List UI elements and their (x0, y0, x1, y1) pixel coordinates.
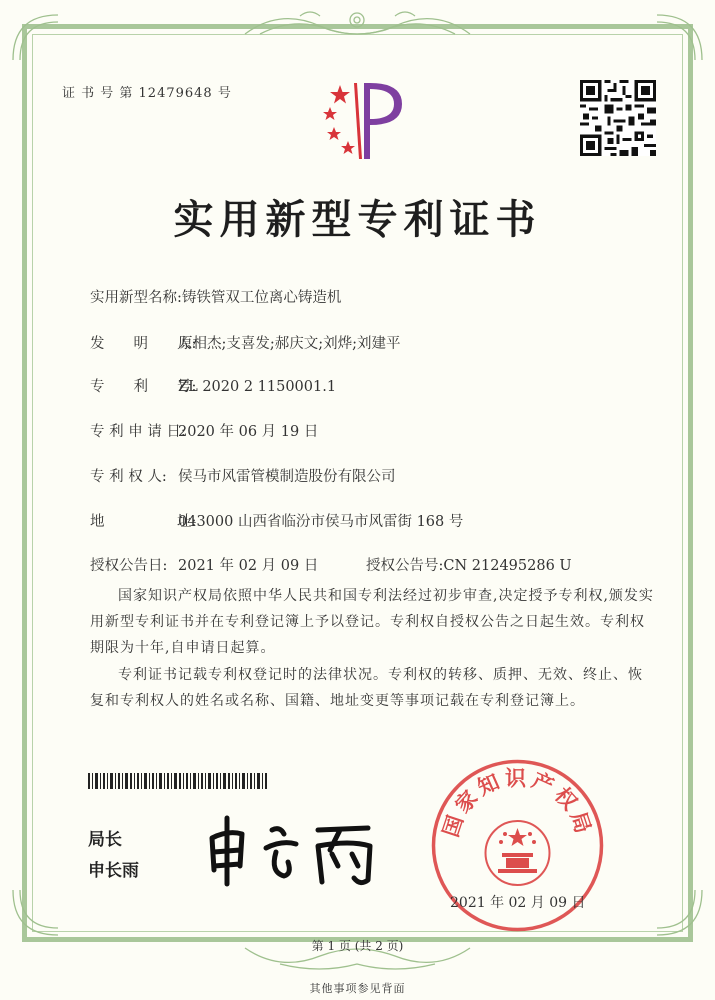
address-value: 043000 山西省临汾市侯马市风雷街 168 号 (178, 514, 464, 530)
top-ornament-icon (240, 6, 475, 40)
certificate-number: 证 书 号 第 12479648 号 (62, 86, 232, 101)
inventor-row (90, 332, 401, 353)
grant-number-label: 授权公告号: (366, 558, 444, 574)
barcode-icon (88, 773, 268, 789)
grant-number-value: CN 212495286 U (443, 558, 572, 574)
director-name: 申长雨 (88, 861, 139, 881)
certificate-title: 实用新型专利证书 (173, 196, 542, 243)
patentee-label: 专 利 权 人: (90, 469, 167, 485)
inventor-value: 原相杰;支喜发;郝庆文;刘烨;刘建平 (178, 336, 401, 352)
grant-date-value: 2021 年 02 月 09 日 (178, 558, 319, 574)
seal-date: 2021 年 02 月 09 日 (450, 895, 586, 911)
filing-date-row (90, 420, 318, 441)
address-row (90, 510, 463, 531)
grant-date-row (90, 554, 318, 575)
utility-model-name-label: 实用新型名称: (90, 290, 182, 306)
corner-ornament-icon (647, 880, 707, 940)
filing-date-label: 专 利 申 请 日: (90, 424, 186, 440)
director-signature-icon (200, 800, 400, 890)
footer-note: 其他事项参见背面 (309, 982, 406, 995)
qr-code-icon (580, 80, 656, 156)
body-paragraph-1: 国家知识产权局依照中华人民共和国专利法经过初步审查,决定授予专利权,颁发实用新型专利证书并在专利登记簿上予以登记。专利权自授权公告之日起生效。专利权期限为十年,自申请日起算。 (90, 588, 654, 656)
body-paragraph-2: 专利证书记载专利权登记时的法律状况。专利权的转移、质押、无效、终止、恢复和专利权人的姓名或名称、国籍、地址变更等事项记载在专利登记簿上。 (90, 667, 643, 709)
page-number: 第 1 页 (共 2 页) (311, 939, 404, 953)
utility-model-name-row (90, 286, 341, 307)
patent-number-row (90, 375, 336, 396)
corner-ornament-icon (8, 880, 68, 940)
svg-text:国家知识产权局: 国家知识产权局 (438, 766, 597, 840)
utility-model-name-value: 铸铁管双工位离心铸造机 (181, 290, 342, 306)
patentee-row (90, 465, 396, 486)
corner-ornament-icon (647, 10, 707, 70)
grant-date-label: 授权公告日: (90, 558, 168, 574)
director-title: 局长 (88, 830, 122, 850)
patent-number-label: 专 利 号: (90, 379, 197, 395)
inventor-label: 发 明 人: (90, 336, 197, 352)
grant-number-row (366, 554, 572, 575)
patent-number-value: ZL 2020 2 1150001.1 (178, 379, 337, 395)
corner-ornament-icon (8, 10, 68, 70)
patentee-value: 侯马市风雷管模制造股份有限公司 (178, 469, 396, 485)
address-label: 地 址: (90, 514, 197, 530)
filing-date-value: 2020 年 06 月 19 日 (178, 424, 319, 440)
cnipa-logo-icon (300, 75, 420, 165)
